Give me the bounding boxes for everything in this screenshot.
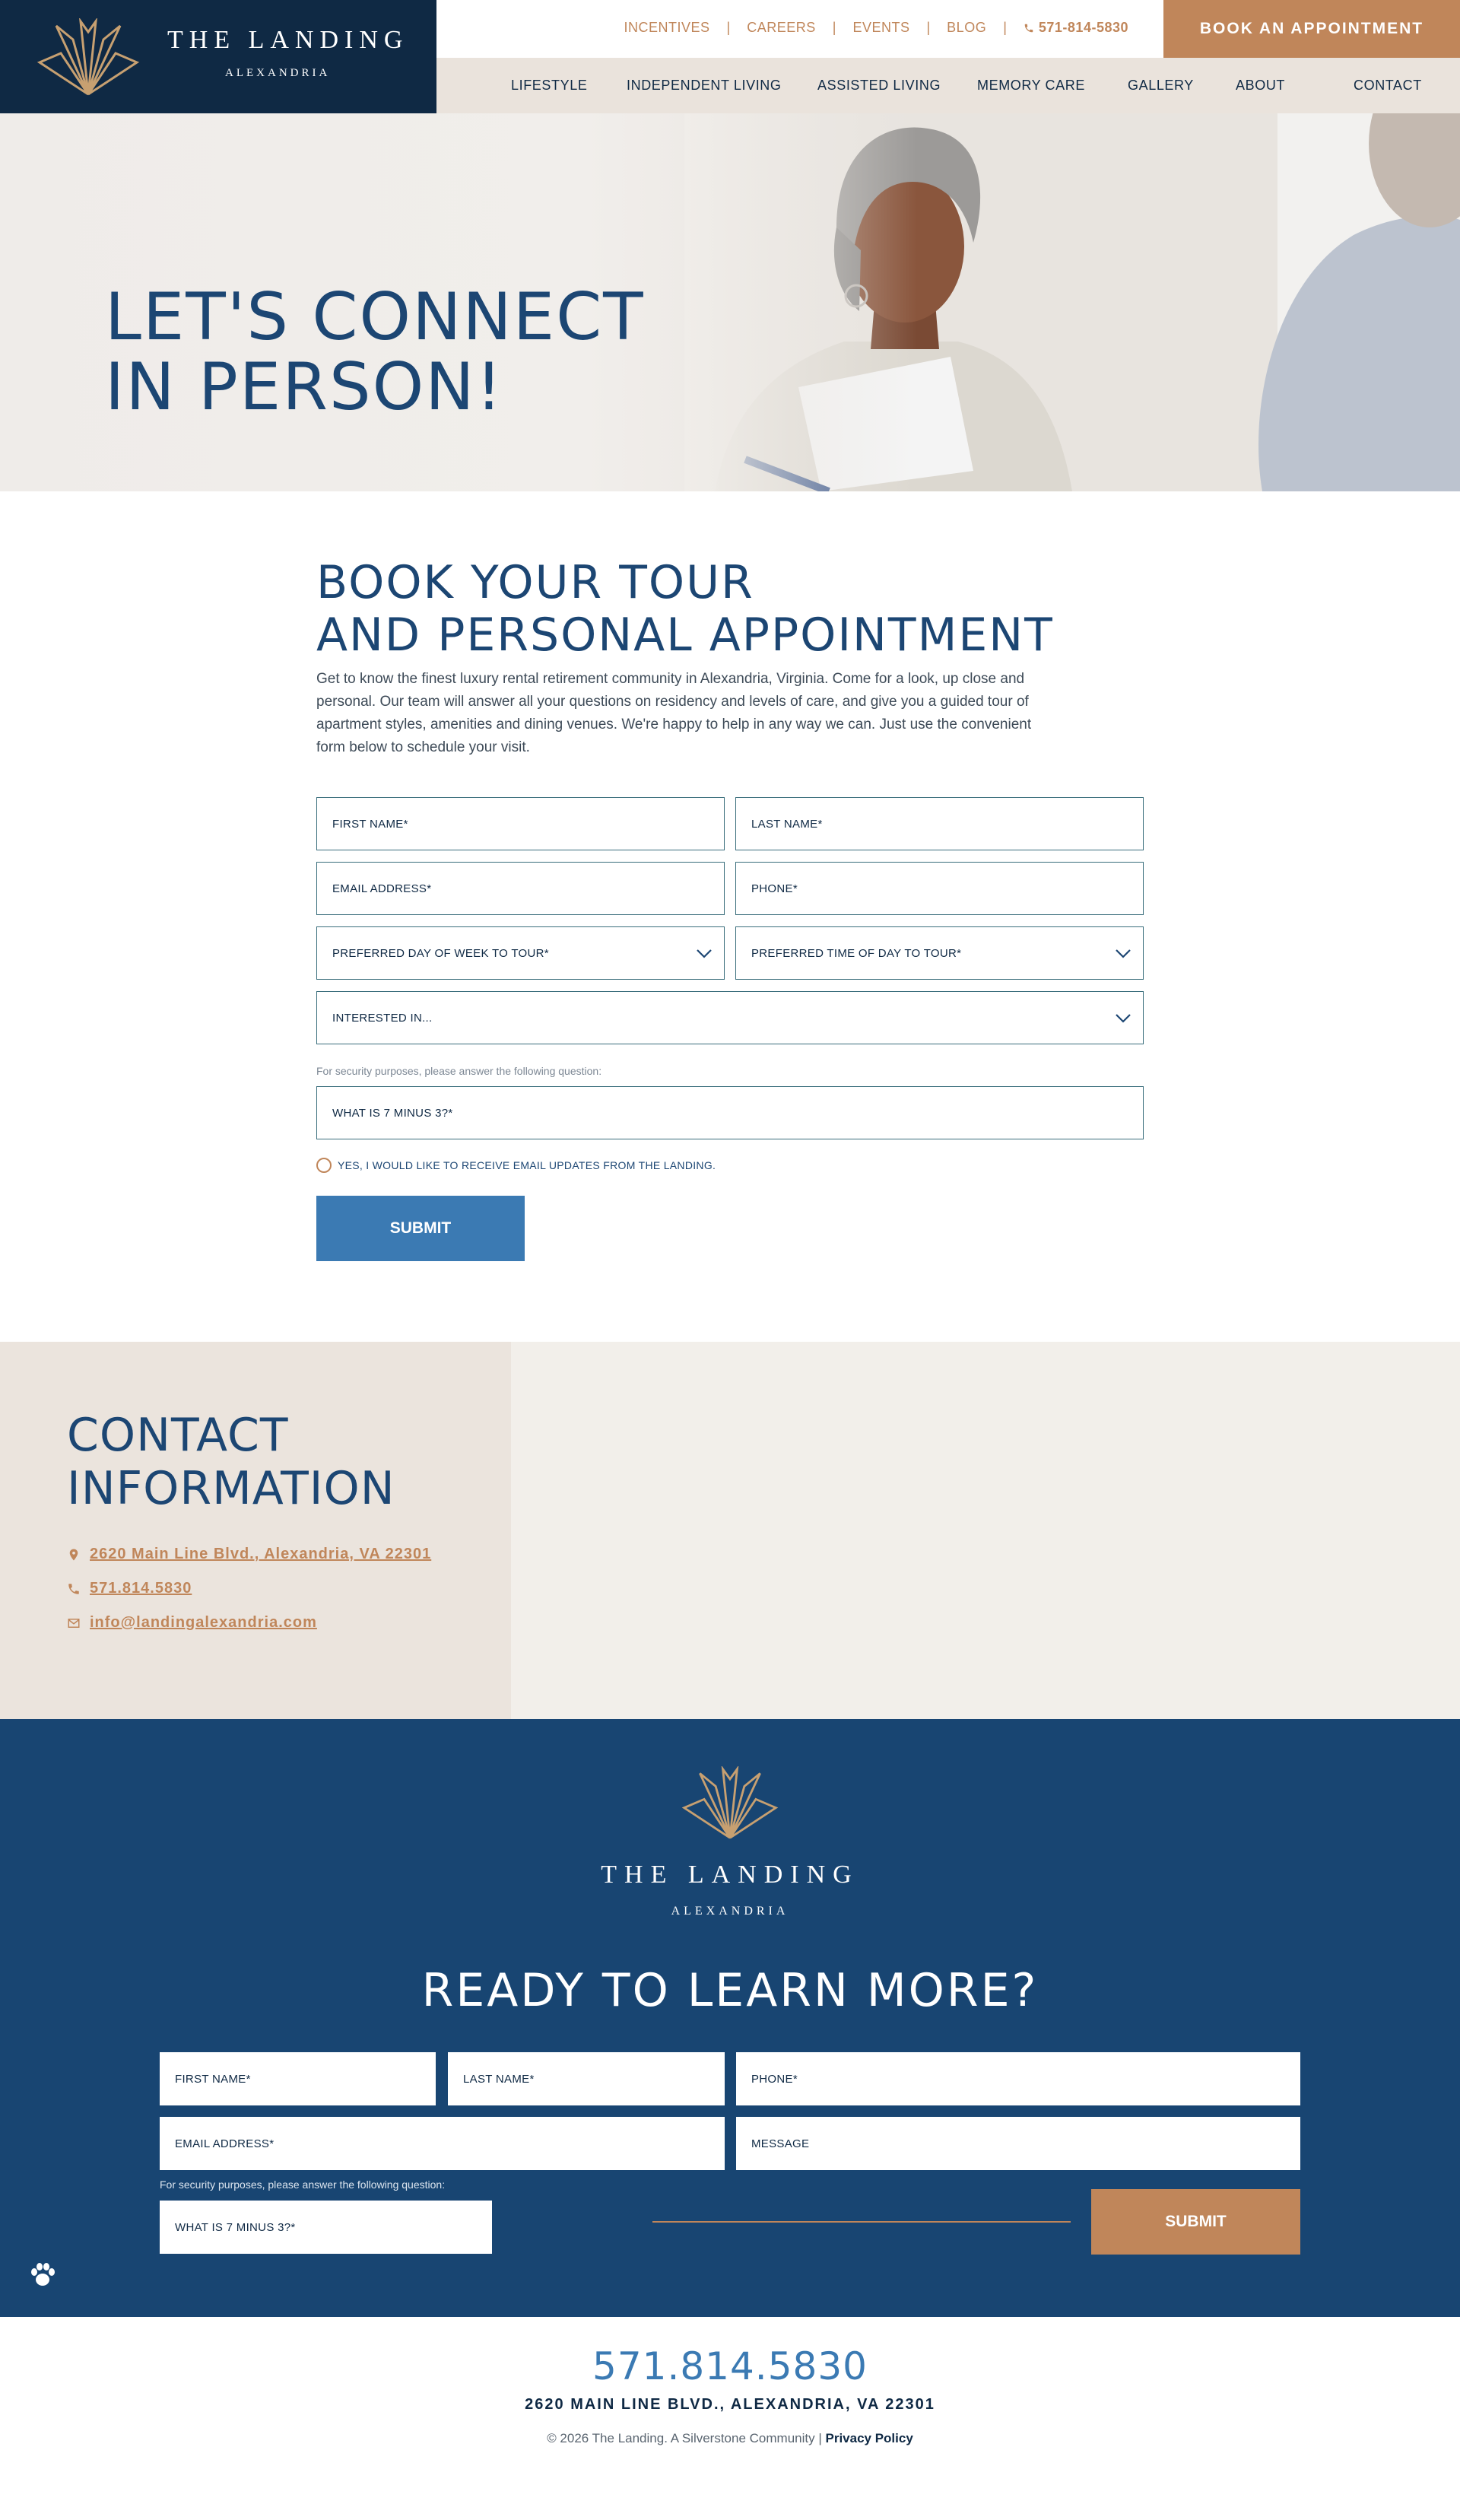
footer-address: 2620 MAIN LINE BLVD., ALEXANDRIA, VA 22301 — [525, 2396, 935, 2413]
footer-message-field[interactable]: MESSAGE — [736, 2117, 1300, 2170]
footer-phone[interactable]: 571.814.5830 — [592, 2344, 868, 2388]
contact-section — [0, 1342, 1460, 1719]
header-phone-link[interactable] — [1024, 20, 1128, 36]
footer-submit-button[interactable]: SUBMIT — [1091, 2189, 1300, 2255]
footer-security-note: For security purposes, please answer the following question: — [160, 2178, 446, 2191]
chevron-down-icon — [695, 944, 713, 962]
hero-photo — [684, 113, 1460, 491]
contact-phone-link[interactable] — [67, 1580, 192, 1597]
ready-title: READY TO LEARN MORE? — [421, 1964, 1039, 2017]
email-optin-label: YES, I WOULD LIKE TO RECEIVE EMAIL UPDATES FROM THE LANDING. — [338, 1159, 716, 1171]
site-header — [0, 0, 1460, 113]
footer-first-name-field[interactable]: FIRST NAME* — [160, 2052, 436, 2105]
map-pin-icon — [67, 1548, 81, 1562]
logo-mark-icon — [33, 18, 143, 97]
book-intro: Get to know the finest luxury rental retirement community in Alexandria, Virginia. Come for a look, up close and personal. Our team will answer all your questions on residency and levels of care, and give you a guided tour of apartment styles, amenities and dining venues. We're happy to help in any way we can. Just use the convenient form below to schedule your visit. — [316, 671, 1032, 755]
checkbox-circle[interactable] — [316, 1158, 332, 1173]
hero-title-line1: LET'S CONNECT — [105, 279, 645, 355]
phone-icon — [67, 1582, 81, 1596]
contact-email: info@landingalexandria.com — [90, 1614, 317, 1631]
paw-icon[interactable] — [27, 2259, 58, 2290]
mail-icon — [67, 1616, 81, 1630]
blog-link[interactable]: BLOG — [947, 20, 987, 35]
main-nav — [436, 58, 1460, 113]
divider: | — [926, 20, 931, 35]
footer-copyright — [0, 2431, 1460, 2446]
book-title-line2: AND PERSONAL APPOINTMENT — [316, 609, 1054, 662]
interested-in-label: INTERESTED IN... — [332, 1011, 433, 1025]
email-optin-checkbox[interactable] — [316, 1158, 716, 1173]
footer-captcha-field[interactable]: WHAT IS 7 MINUS 3?* — [160, 2201, 492, 2254]
logo-subtitle: ALEXANDRIA — [225, 67, 331, 79]
hero-title — [105, 279, 645, 425]
nav-item-about[interactable]: ABOUT — [1236, 78, 1286, 93]
privacy-policy-link[interactable]: Privacy Policy — [825, 2431, 913, 2445]
book-title — [316, 557, 1054, 662]
preferred-day-label: PREFERRED DAY OF WEEK TO TOUR* — [332, 946, 549, 960]
site-footer — [0, 2317, 1460, 2520]
logo[interactable] — [0, 0, 436, 113]
nav-item-independent-living[interactable]: INDEPENDENT LIVING — [627, 78, 782, 93]
contact-title-line2: INFORMATION — [67, 1462, 395, 1515]
footer-email-field[interactable]: EMAIL ADDRESS* — [160, 2117, 725, 2170]
hero-title-line2: IN PERSON! — [105, 349, 504, 425]
footer-last-name-field[interactable]: LAST NAME* — [448, 2052, 725, 2105]
nav-item-contact[interactable]: CONTACT — [1354, 78, 1422, 93]
captcha-field[interactable]: WHAT IS 7 MINUS 3?* — [316, 1086, 1144, 1139]
utility-bar — [436, 0, 1460, 58]
nav-item-assisted-living[interactable]: ASSISTED LIVING — [817, 78, 941, 93]
contact-address-link[interactable] — [67, 1546, 431, 1563]
interested-in-select[interactable] — [316, 991, 1144, 1044]
last-name-field[interactable]: LAST NAME* — [735, 797, 1144, 850]
contact-phone: 571.814.5830 — [90, 1580, 192, 1597]
contact-email-link[interactable] — [67, 1614, 317, 1632]
preferred-day-select[interactable] — [316, 926, 725, 980]
divider: | — [726, 20, 731, 35]
utility-links — [624, 20, 1128, 36]
nav-item-lifestyle[interactable]: LIFESTYLE — [511, 78, 588, 93]
contact-info-panel — [0, 1342, 511, 1719]
book-appointment-button[interactable]: BOOK AN APPOINTMENT — [1163, 0, 1460, 58]
divider-line — [652, 2221, 1071, 2223]
email-field[interactable]: EMAIL ADDRESS* — [316, 862, 725, 915]
footer-logo-title: THE LANDING — [601, 1861, 859, 1889]
events-link[interactable]: EVENTS — [852, 20, 910, 35]
hero-banner — [0, 113, 1460, 491]
security-note: For security purposes, please answer the following question: — [316, 1065, 602, 1077]
copyright-text: © 2026 The Landing. A Silverstone Community | — [547, 2431, 822, 2445]
preferred-time-label: PREFERRED TIME OF DAY TO TOUR* — [751, 946, 962, 960]
phone-field[interactable]: PHONE* — [735, 862, 1144, 915]
careers-link[interactable]: CAREERS — [747, 20, 816, 35]
footer-logo-subtitle: ALEXANDRIA — [671, 1905, 789, 1918]
divider: | — [1003, 20, 1007, 35]
preferred-time-select[interactable] — [735, 926, 1144, 980]
header-phone-number: 571-814-5830 — [1038, 20, 1128, 35]
contact-title-line1: CONTACT — [67, 1409, 289, 1462]
footer-phone-field[interactable]: PHONE* — [736, 2052, 1300, 2105]
book-submit-button[interactable]: SUBMIT — [316, 1196, 525, 1261]
footer-logo-mark-icon — [678, 1766, 782, 1841]
footer-form-section — [0, 1719, 1460, 2317]
contact-title — [67, 1409, 395, 1515]
chevron-down-icon — [1114, 1009, 1132, 1027]
book-title-line1: BOOK YOUR TOUR — [316, 556, 754, 609]
contact-address: 2620 Main Line Blvd., Alexandria, VA 22301 — [90, 1546, 432, 1562]
logo-title: THE LANDING — [167, 26, 409, 54]
nav-item-memory-care[interactable]: MEMORY CARE — [977, 78, 1085, 93]
first-name-field[interactable]: FIRST NAME* — [316, 797, 725, 850]
divider: | — [832, 20, 836, 35]
book-tour-section — [0, 491, 1460, 1342]
chevron-down-icon — [1114, 944, 1132, 962]
phone-icon — [1024, 23, 1034, 33]
incentives-link[interactable]: INCENTIVES — [624, 20, 710, 35]
nav-item-gallery[interactable]: GALLERY — [1128, 78, 1194, 93]
